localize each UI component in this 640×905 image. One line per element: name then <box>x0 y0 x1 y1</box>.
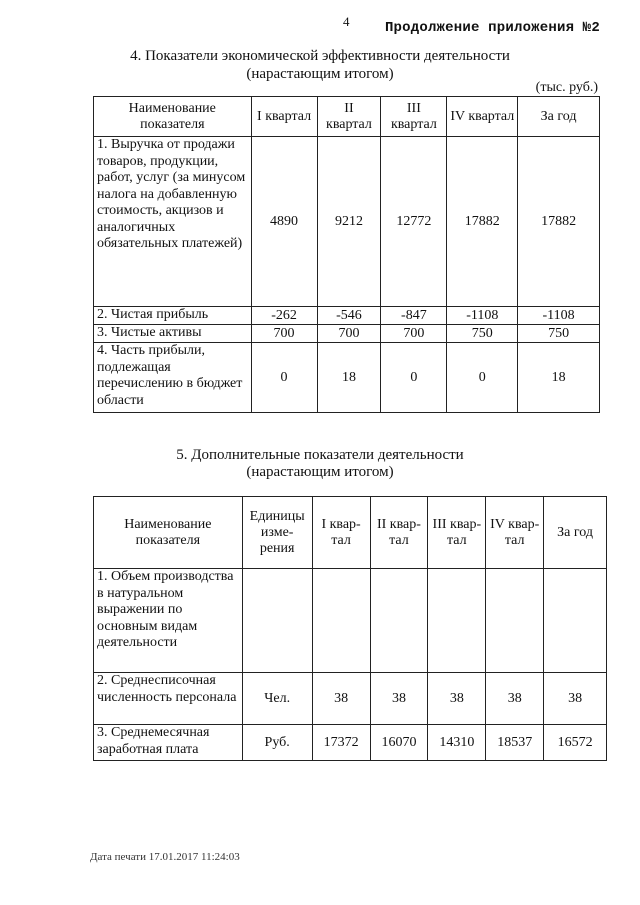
cell-value <box>544 569 607 673</box>
cell-value: 4890 <box>251 137 317 307</box>
cell-value: 18 <box>317 343 381 413</box>
table-row <box>94 137 600 307</box>
header-year: За год <box>518 97 600 137</box>
cell-value <box>428 569 486 673</box>
print-date: Дата печати 17.01.2017 11:24:03 <box>90 851 240 863</box>
row-name: 3. Среднемесячная заработная плата <box>94 725 243 761</box>
header-q2: II квар-тал <box>370 497 428 569</box>
section4-title: 4. Показатели экономической эффективности деятельности <box>130 48 510 64</box>
cell-value: 16070 <box>370 725 428 761</box>
header-q4: IV квартал <box>447 97 518 137</box>
header-indicator: Наименование показателя <box>94 97 252 137</box>
section5-subtitle: (нарастающим итогом) <box>246 464 394 480</box>
cell-unit <box>242 569 312 673</box>
cell-value: -546 <box>317 307 381 325</box>
cell-value: 0 <box>251 343 317 413</box>
cell-value: 700 <box>317 325 381 343</box>
cell-value <box>312 569 370 673</box>
cell-value: 38 <box>544 673 607 725</box>
cell-unit: Руб. <box>242 725 312 761</box>
cell-value: 17372 <box>312 725 370 761</box>
page-number: 4 <box>343 14 350 29</box>
cell-value: 18537 <box>486 725 544 761</box>
cell-value: 17882 <box>518 137 600 307</box>
cell-value: 0 <box>381 343 447 413</box>
cell-value: 17882 <box>447 137 518 307</box>
header-q1: I квар-тал <box>312 497 370 569</box>
cell-value: 38 <box>428 673 486 725</box>
cell-value: 750 <box>447 325 518 343</box>
cell-value: -1108 <box>447 307 518 325</box>
cell-value <box>486 569 544 673</box>
cell-value: -1108 <box>518 307 600 325</box>
cell-value <box>370 569 428 673</box>
cell-value: 16572 <box>544 725 607 761</box>
unit-note: (тыс. руб.) <box>535 80 598 95</box>
cell-value: 750 <box>518 325 600 343</box>
header-q4: IV квар-тал <box>486 497 544 569</box>
efficiency-table <box>93 96 600 413</box>
cell-value: 38 <box>370 673 428 725</box>
row-name: 1. Объем производства в натуральном выражении по основным видам деятельности <box>94 569 243 673</box>
cell-value: 700 <box>251 325 317 343</box>
header-q2: II квартал <box>317 97 381 137</box>
table-row <box>94 725 607 761</box>
additional-table <box>93 496 607 761</box>
header-q1: I квартал <box>251 97 317 137</box>
row-name: 3. Чистые активы <box>94 325 252 343</box>
cell-value: 12772 <box>381 137 447 307</box>
header-indicator: Наименование показателя <box>94 497 243 569</box>
cell-value: 700 <box>381 325 447 343</box>
cell-value: 14310 <box>428 725 486 761</box>
table-row <box>94 673 607 725</box>
cell-value: -262 <box>251 307 317 325</box>
header-q3: III квар-тал <box>428 497 486 569</box>
table-row <box>94 343 600 413</box>
table-row <box>94 307 600 325</box>
table-row <box>94 569 607 673</box>
appendix-label: Продолжение приложения №2 <box>384 20 600 36</box>
cell-value: -847 <box>381 307 447 325</box>
cell-value: 38 <box>486 673 544 725</box>
header-year: За год <box>544 497 607 569</box>
section5-title: 5. Дополнительные показатели деятельности <box>176 447 464 463</box>
section4-subtitle: (нарастающим итогом) <box>246 66 394 82</box>
row-name: 4. Часть прибыли, подлежащая перечислению в бюджет области <box>94 343 252 413</box>
cell-unit: Чел. <box>242 673 312 725</box>
row-name: 2. Чистая прибыль <box>94 307 252 325</box>
row-name: 1. Выручка от продажи товаров, продукции, работ, услуг (за минусом налога на добавленную стоимость, акцизов и аналогичных обязательных платежей) <box>94 137 252 307</box>
cell-value: 9212 <box>317 137 381 307</box>
cell-value: 38 <box>312 673 370 725</box>
header-unit: Единицы изме-рения <box>242 497 312 569</box>
header-q3: III квартал <box>381 97 447 137</box>
table-row <box>94 325 600 343</box>
row-name: 2. Среднесписочная численность персонала <box>94 673 243 725</box>
cell-value: 18 <box>518 343 600 413</box>
cell-value: 0 <box>447 343 518 413</box>
